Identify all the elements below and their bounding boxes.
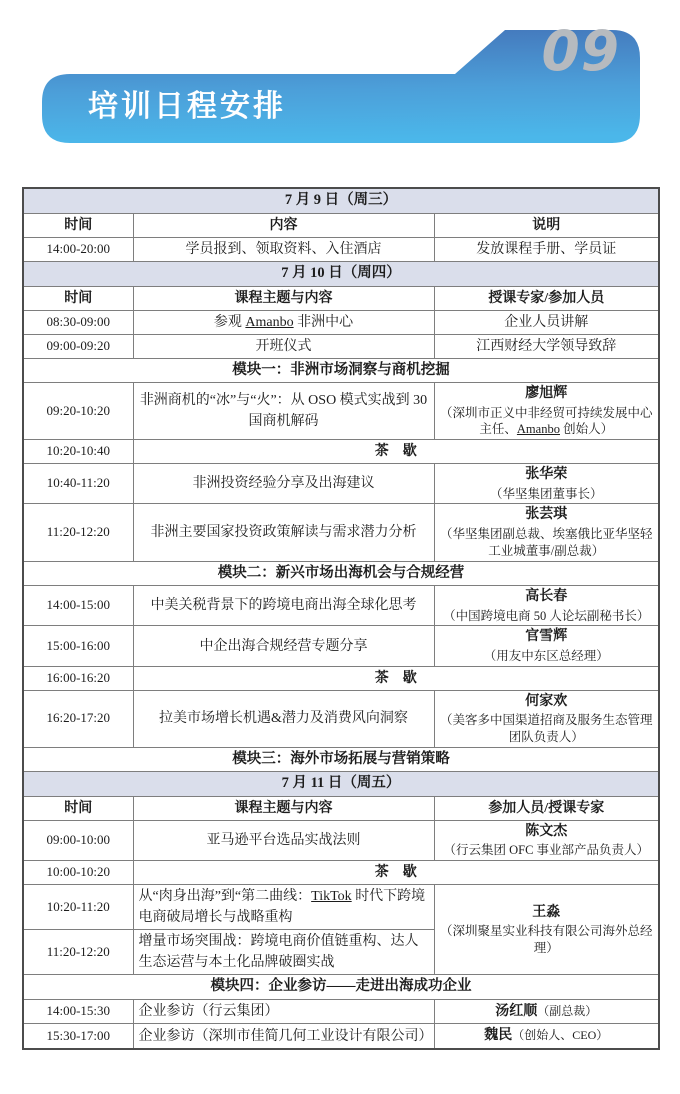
time-cell: 10:40-11:20 bbox=[23, 464, 133, 504]
time-cell: 11:20-12:20 bbox=[23, 930, 133, 975]
speaker-name: 高长春 bbox=[525, 589, 568, 605]
module-label: 模块四：企业参访——走进出海成功企业 bbox=[23, 975, 659, 1000]
time-cell: 14:00-15:30 bbox=[23, 1000, 133, 1024]
content-cell: 拉美市场增长机遇&潜力及消费风向洞察 bbox=[133, 690, 434, 747]
content-cell: 企业参访（行云集团） bbox=[133, 1000, 434, 1024]
column-header-row bbox=[23, 213, 659, 237]
speaker-desc: （创始人、CEO） bbox=[512, 1028, 609, 1043]
tea-break-row bbox=[23, 666, 659, 690]
speaker-desc: （深圳聚星实业科技有限公司海外总经理） bbox=[440, 924, 653, 955]
time-cell: 08:30-09:00 bbox=[23, 310, 133, 334]
time-cell: 15:00-16:00 bbox=[23, 626, 133, 666]
speaker-desc: （华坚集团董事长） bbox=[490, 486, 603, 501]
content-cell: 企业参访（深圳市佳简几何工业设计有限公司） bbox=[133, 1024, 434, 1049]
note-cell: 企业人员讲解 bbox=[434, 310, 659, 334]
speaker-name: 廖旭辉 bbox=[525, 386, 568, 402]
session-row bbox=[23, 1024, 659, 1049]
tea-break-label: 茶 歇 bbox=[133, 666, 659, 690]
content-cell: 增量市场突围战：跨境电商价值链重构、达人生态运营与本土化品牌破圈实战 bbox=[133, 930, 434, 975]
speaker-name: 魏民 bbox=[484, 1028, 513, 1044]
content-cell bbox=[133, 885, 434, 930]
date-row bbox=[23, 772, 659, 797]
time-cell: 14:00-20:00 bbox=[23, 237, 133, 261]
content-cell: 非洲主要国家投资政策解读与需求潜力分析 bbox=[133, 504, 434, 561]
col-header-content: 内容 bbox=[133, 213, 434, 237]
speaker-desc-text: 创始人） bbox=[559, 422, 614, 437]
speaker-name: 汤红顺 bbox=[495, 1004, 538, 1020]
session-row bbox=[23, 504, 659, 561]
speaker-name: 张芸琪 bbox=[525, 507, 568, 523]
column-header-row bbox=[23, 797, 659, 821]
speaker-name: 张华荣 bbox=[525, 467, 568, 483]
date-row bbox=[23, 188, 659, 213]
page-title: 培训日程安排 bbox=[88, 90, 286, 123]
session-row bbox=[23, 237, 659, 261]
content-cell: 非洲商机的“冰”与“火”：从 OSO 模式实战到 30 国商机解码 bbox=[133, 383, 434, 440]
module-label: 模块一：非洲市场洞察与商机挖掘 bbox=[23, 358, 659, 383]
time-cell: 16:00-16:20 bbox=[23, 666, 133, 690]
date-row bbox=[23, 261, 659, 286]
time-cell: 15:30-17:00 bbox=[23, 1024, 133, 1049]
time-cell: 16:20-17:20 bbox=[23, 690, 133, 747]
content-cell: 亚马逊平台选品实战法则 bbox=[133, 821, 434, 861]
speaker-cell bbox=[434, 1024, 659, 1049]
col-header-time: 时间 bbox=[23, 797, 133, 821]
content-cell: 开班仪式 bbox=[133, 334, 434, 358]
session-row bbox=[23, 626, 659, 666]
speaker-desc: （行云集团 OFC 事业部产品负责人） bbox=[443, 843, 650, 858]
date-label: 7 月 9 日（周三） bbox=[23, 188, 659, 213]
content-text: 时代下跨境电商破局增长与战略重构 bbox=[138, 889, 426, 926]
date-label: 7 月 11 日（周五） bbox=[23, 772, 659, 797]
speaker-name: 陈文杰 bbox=[525, 824, 568, 840]
page-banner bbox=[42, 19, 640, 143]
content-cell: 非洲投资经验分享及出海建议 bbox=[133, 464, 434, 504]
module-label: 模块三：海外市场拓展与营销策略 bbox=[23, 747, 659, 772]
time-cell: 10:20-10:40 bbox=[23, 440, 133, 464]
session-row bbox=[23, 464, 659, 504]
time-cell: 09:00-09:20 bbox=[23, 334, 133, 358]
module-row bbox=[23, 358, 659, 383]
time-cell: 10:00-10:20 bbox=[23, 861, 133, 885]
speaker-desc-text: （深圳市正义中非经贸可持续发展中心主任、 bbox=[440, 405, 653, 437]
col-header-note: 说明 bbox=[434, 213, 659, 237]
speaker-desc: （中国跨境电商 50 人论坛副秘书长） bbox=[443, 608, 650, 623]
col-header-time: 时间 bbox=[23, 213, 133, 237]
tea-break-label: 茶 歇 bbox=[133, 861, 659, 885]
note-cell: 江西财经大学领导致辞 bbox=[434, 334, 659, 358]
content-cell: 中美关税背景下的跨境电商出海全球化思考 bbox=[133, 586, 434, 626]
session-row bbox=[23, 383, 659, 440]
tea-break-row bbox=[23, 440, 659, 464]
speaker-desc: （用友中东区总经理） bbox=[483, 648, 609, 663]
speaker-cell bbox=[434, 383, 659, 440]
content-cell: 学员报到、领取资料、入住酒店 bbox=[133, 237, 434, 261]
col-header-speaker: 参加人员/授课专家 bbox=[434, 797, 659, 821]
speaker-desc: （华坚集团副总裁、埃塞俄比亚华坚轻工业城董事/副总裁） bbox=[440, 526, 653, 558]
speaker-desc: （副总裁） bbox=[537, 1004, 598, 1019]
time-cell: 11:20-12:20 bbox=[23, 504, 133, 561]
col-header-content: 课程主题与内容 bbox=[133, 286, 434, 310]
speaker-cell bbox=[434, 586, 659, 626]
module-row bbox=[23, 747, 659, 772]
tiktok-link[interactable]: TikTok bbox=[311, 889, 352, 905]
schedule-table bbox=[22, 187, 660, 1050]
session-row bbox=[23, 1000, 659, 1024]
page-number: 09 bbox=[541, 19, 620, 83]
content-text: 参观 bbox=[213, 314, 246, 330]
content-text: 从“肉身出海”到“第二曲线： bbox=[138, 889, 312, 905]
module-row bbox=[23, 561, 659, 586]
session-row bbox=[23, 310, 659, 334]
speaker-cell bbox=[434, 690, 659, 747]
speaker-cell bbox=[434, 504, 659, 561]
speaker-name: 何家欢 bbox=[525, 693, 568, 709]
col-header-content: 课程主题与内容 bbox=[133, 797, 434, 821]
session-row bbox=[23, 334, 659, 358]
content-cell: 中企出海合规经营专题分享 bbox=[133, 626, 434, 666]
date-label: 7 月 10 日（周四） bbox=[23, 261, 659, 286]
amanbo-link[interactable]: Amanbo bbox=[245, 314, 294, 330]
time-cell: 10:20-11:20 bbox=[23, 885, 133, 930]
module-row bbox=[23, 975, 659, 1000]
content-cell bbox=[133, 310, 434, 334]
session-row bbox=[23, 690, 659, 747]
speaker-cell bbox=[434, 1000, 659, 1024]
time-cell: 09:20-10:20 bbox=[23, 383, 133, 440]
tea-break-row bbox=[23, 861, 659, 885]
speaker-desc: （美客多中国渠道招商及服务生态管理团队负责人） bbox=[440, 712, 653, 744]
time-cell: 09:00-10:00 bbox=[23, 821, 133, 861]
speaker-name: 王淼 bbox=[532, 904, 561, 920]
speaker-name: 官雪辉 bbox=[525, 629, 568, 645]
col-header-time: 时间 bbox=[23, 286, 133, 310]
speaker-cell bbox=[434, 626, 659, 666]
session-row bbox=[23, 885, 659, 930]
speaker-cell bbox=[434, 885, 659, 975]
note-cell: 发放课程手册、学员证 bbox=[434, 237, 659, 261]
col-header-speaker: 授课专家/参加人员 bbox=[434, 286, 659, 310]
column-header-row bbox=[23, 286, 659, 310]
time-cell: 14:00-15:00 bbox=[23, 586, 133, 626]
module-label: 模块二：新兴市场出海机会与合规经营 bbox=[23, 561, 659, 586]
session-row bbox=[23, 821, 659, 861]
speaker-cell bbox=[434, 821, 659, 861]
amanbo-link[interactable]: Amanbo bbox=[516, 422, 560, 437]
tea-break-label: 茶 歇 bbox=[133, 440, 659, 464]
content-text: 非洲中心 bbox=[293, 314, 354, 330]
speaker-cell bbox=[434, 464, 659, 504]
session-row bbox=[23, 586, 659, 626]
speaker-desc bbox=[440, 405, 654, 439]
